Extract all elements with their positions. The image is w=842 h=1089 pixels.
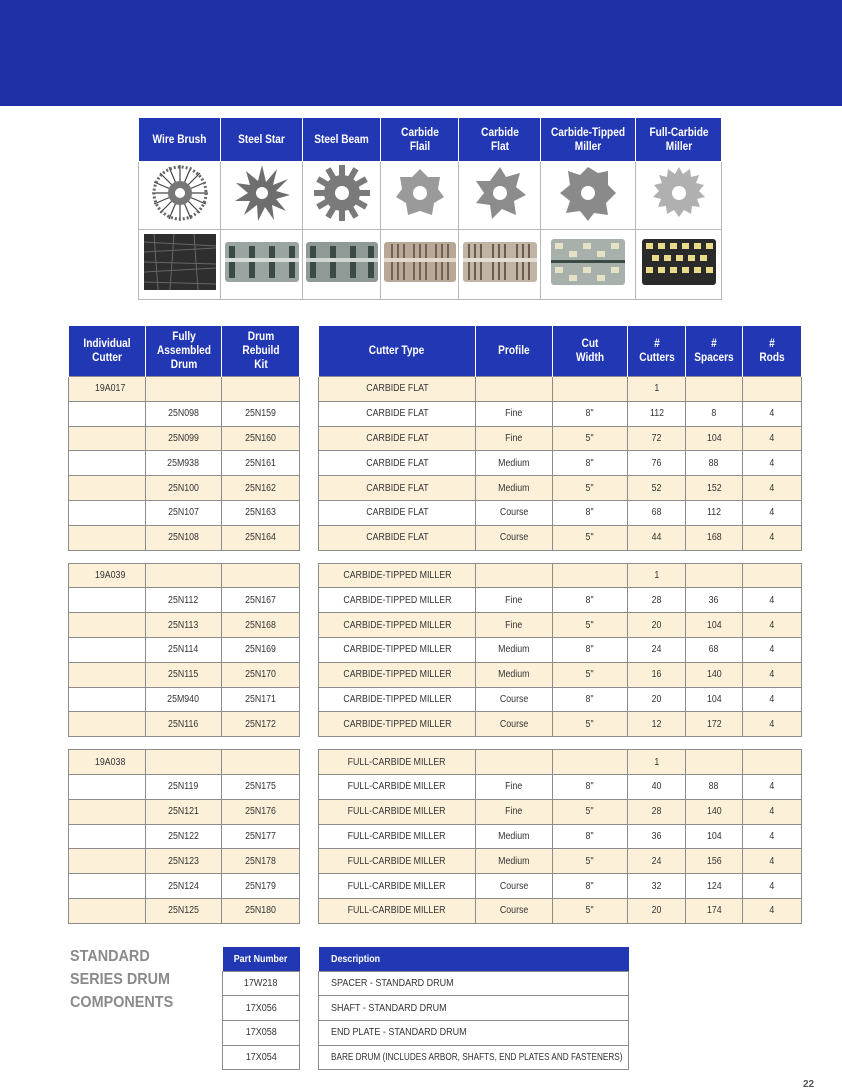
component-part-cell: 17X056 — [223, 996, 300, 1021]
cutter-type-cell: CARBIDE-TIPPED MILLER — [319, 613, 476, 638]
rods-count-cell: 4 — [743, 774, 802, 799]
rebuild-kit-cell: 25N170 — [222, 662, 300, 687]
cutters-count-cell: 20 — [628, 687, 686, 712]
cut-width-cell — [553, 750, 628, 775]
rebuild-kit-cell — [222, 377, 300, 402]
spacers-count-cell: 140 — [686, 799, 743, 824]
individual-cutter-cell — [69, 774, 146, 799]
rods-count-cell: 4 — [743, 500, 802, 525]
assembled-drum-cell: 25N112 — [146, 588, 222, 613]
rebuild-kit-cell: 25N177 — [222, 824, 300, 849]
assembled-drum-cell: 25N113 — [146, 613, 222, 638]
rebuild-kit-cell: 25N159 — [222, 401, 300, 426]
assembled-drum-cell: 25N121 — [146, 799, 222, 824]
component-description-cell: SPACER - STANDARD DRUM — [319, 971, 629, 996]
rods-count-cell: 4 — [743, 426, 802, 451]
cut-width-cell: 5" — [553, 613, 628, 638]
profile-cell: Medium — [476, 824, 553, 849]
cutter-type-cell: FULL-CARBIDE MILLER — [319, 774, 476, 799]
component-part-cell: 17W218 — [223, 971, 300, 996]
table-row — [319, 712, 802, 737]
cut-width-cell: 5" — [553, 662, 628, 687]
table-row — [319, 476, 802, 501]
rods-count-cell: 4 — [743, 476, 802, 501]
specification-table — [318, 325, 802, 924]
spacers-count-cell: 104 — [686, 426, 743, 451]
cutter-picture-table — [138, 117, 722, 300]
steel-beam-icon — [303, 162, 381, 230]
table-row — [319, 849, 802, 874]
rebuild-kit-cell: 25N179 — [222, 874, 300, 899]
rebuild-kit-cell: 25N180 — [222, 898, 300, 923]
rebuild-kit-cell: 25N176 — [222, 799, 300, 824]
cutter-type-cell: FULL-CARBIDE MILLER — [319, 750, 476, 775]
cutters-count-cell: 20 — [628, 613, 686, 638]
profile-cell: Fine — [476, 799, 553, 824]
spacers-count-cell — [686, 377, 743, 402]
cut-width-cell: 5" — [553, 712, 628, 737]
profile-cell: Medium — [476, 637, 553, 662]
rebuild-kit-cell: 25N163 — [222, 500, 300, 525]
component-description-table — [318, 947, 629, 1070]
assembled-drum-cell: 25M940 — [146, 687, 222, 712]
cutters-count-cell: 68 — [628, 500, 686, 525]
rods-count-cell: 4 — [743, 451, 802, 476]
component-description-cell: SHAFT - STANDARD DRUM — [319, 996, 629, 1021]
assembled-drum-cell — [146, 750, 222, 775]
cutter-type-cell: CARBIDE-TIPPED MILLER — [319, 563, 476, 588]
table-row — [69, 824, 300, 849]
cutter-type-cell: CARBIDE FLAT — [319, 525, 476, 550]
rebuild-kit-cell: 25N172 — [222, 712, 300, 737]
profile-cell: Fine — [476, 588, 553, 613]
rebuild-kit-cell: 25N168 — [222, 613, 300, 638]
rebuild-kit-cell: 25N164 — [222, 525, 300, 550]
spacers-count-cell: 124 — [686, 874, 743, 899]
table-row — [319, 588, 802, 613]
rebuild-kit-cell: 25N178 — [222, 849, 300, 874]
group-spacer — [69, 737, 300, 750]
cutters-count-cell: 16 — [628, 662, 686, 687]
table-row — [319, 613, 802, 638]
table-row — [69, 662, 300, 687]
table-row — [319, 750, 802, 775]
profile-cell: Course — [476, 712, 553, 737]
table-row — [319, 898, 802, 923]
assembled-drum-cell: 25N099 — [146, 426, 222, 451]
profile-cell: Course — [476, 898, 553, 923]
table-row — [319, 401, 802, 426]
individual-cutter-cell — [69, 500, 146, 525]
carbide-flat-icon — [459, 162, 541, 230]
component-part-table — [222, 947, 300, 1070]
component-description-cell: BARE DRUM (INCLUDES ARBOR, SHAFTS, END PLATES AND FASTENERS) — [319, 1045, 629, 1070]
spacers-count-cell: 104 — [686, 613, 743, 638]
table-row — [69, 563, 300, 588]
individual-cutter-cell — [69, 824, 146, 849]
cutters-count-cell: 72 — [628, 426, 686, 451]
cut-width-col-header: Cut Width — [553, 326, 628, 377]
rods-count-cell: 4 — [743, 712, 802, 737]
cut-width-cell: 8" — [553, 451, 628, 476]
cut-width-cell: 8" — [553, 401, 628, 426]
wire-brush-drum-image — [139, 230, 221, 300]
description-header: Description — [319, 947, 629, 971]
spacers-count-cell: 104 — [686, 687, 743, 712]
group-spacer — [319, 550, 802, 563]
rods-count-cell: 4 — [743, 687, 802, 712]
steel-star-drum-image — [221, 230, 303, 300]
table-row — [69, 849, 300, 874]
individual-cutter-cell — [69, 426, 146, 451]
cutter-type-cell: CARBIDE-TIPPED MILLER — [319, 712, 476, 737]
table-row — [319, 774, 802, 799]
spacers-count-cell: 168 — [686, 525, 743, 550]
assembled-drum-cell: 25N100 — [146, 476, 222, 501]
rebuild-kit-cell: 25N167 — [222, 588, 300, 613]
spacers-count-cell: 140 — [686, 662, 743, 687]
steel-star-icon — [221, 162, 303, 230]
cut-width-cell: 5" — [553, 476, 628, 501]
table-row — [69, 401, 300, 426]
table-row — [319, 824, 802, 849]
spacers-count-cell: 152 — [686, 476, 743, 501]
cutters-count-cell: 28 — [628, 588, 686, 613]
individual-cutter-cell — [69, 613, 146, 638]
individual-cutter-cell — [69, 637, 146, 662]
table-row — [319, 426, 802, 451]
part-number-table — [68, 325, 300, 924]
assembled-drum-cell: 25M938 — [146, 451, 222, 476]
cutter-type-cell: FULL-CARBIDE MILLER — [319, 799, 476, 824]
spacers-count-cell — [686, 563, 743, 588]
profile-cell: Fine — [476, 774, 553, 799]
assembled-drum-cell — [146, 563, 222, 588]
component-description-cell: END PLATE - STANDARD DRUM — [319, 1020, 629, 1045]
spacers-count-cell — [686, 750, 743, 775]
group-spacer — [69, 550, 300, 563]
table-row — [69, 637, 300, 662]
wire-brush-icon — [139, 162, 221, 230]
cutter-type-header: Steel Beam — [303, 118, 381, 162]
rods-count-cell: 4 — [743, 799, 802, 824]
spacers-count-cell: 112 — [686, 500, 743, 525]
cut-width-cell: 8" — [553, 637, 628, 662]
cut-width-cell: 8" — [553, 824, 628, 849]
individual-cutter-cell — [69, 898, 146, 923]
cutter-type-header: Steel Star — [221, 118, 303, 162]
cutter-type-cell: CARBIDE FLAT — [319, 377, 476, 402]
assembled-drum-cell: 25N098 — [146, 401, 222, 426]
spacers-count-cell: 8 — [686, 401, 743, 426]
individual-cutter-cell — [69, 525, 146, 550]
cut-width-cell: 5" — [553, 426, 628, 451]
cutters-count-cell: 1 — [628, 750, 686, 775]
drum-rebuild-kit-header: Drum Rebuild Kit — [222, 326, 300, 377]
individual-cutter-cell — [69, 662, 146, 687]
full-carbide-miller-icon — [636, 162, 722, 230]
cutter-type-cell: CARBIDE-TIPPED MILLER — [319, 588, 476, 613]
cutter-type-cell: CARBIDE FLAT — [319, 426, 476, 451]
profile-cell: Fine — [476, 401, 553, 426]
rods-count-cell — [743, 563, 802, 588]
cutter-type-cell: FULL-CARBIDE MILLER — [319, 874, 476, 899]
table-row — [319, 874, 802, 899]
rods-count-cell: 4 — [743, 824, 802, 849]
header-band — [0, 0, 842, 106]
spacers-count-cell: 36 — [686, 588, 743, 613]
cut-width-cell: 8" — [553, 774, 628, 799]
cutter-type-header: Full-Carbide Miller — [636, 118, 722, 162]
rods-count-cell: 4 — [743, 613, 802, 638]
cut-width-cell — [553, 377, 628, 402]
profile-cell: Medium — [476, 476, 553, 501]
individual-cutter-cell: 19A017 — [69, 377, 146, 402]
rods-count-cell — [743, 377, 802, 402]
rods-count-cell: 4 — [743, 898, 802, 923]
rods-count-cell: 4 — [743, 637, 802, 662]
cutters-count-cell: 1 — [628, 563, 686, 588]
table-row — [319, 525, 802, 550]
spacers-count-cell: 156 — [686, 849, 743, 874]
cutters-count-cell: 32 — [628, 874, 686, 899]
assembled-drum-cell: 25N119 — [146, 774, 222, 799]
cutters-count-cell: 76 — [628, 451, 686, 476]
cutter-type-cell: FULL-CARBIDE MILLER — [319, 849, 476, 874]
cutter-type-cell: CARBIDE FLAT — [319, 401, 476, 426]
table-row — [319, 687, 802, 712]
spacers-count-cell: 104 — [686, 824, 743, 849]
cut-width-cell: 8" — [553, 687, 628, 712]
assembled-drum-cell: 25N115 — [146, 662, 222, 687]
cut-width-cell: 5" — [553, 898, 628, 923]
table-row — [319, 799, 802, 824]
carbide-flail-icon — [381, 162, 459, 230]
carbide-flail-drum-image — [381, 230, 459, 300]
rods-count-cell: 4 — [743, 662, 802, 687]
profile-cell — [476, 377, 553, 402]
assembled-drum-cell: 25N107 — [146, 500, 222, 525]
spacers-count-cell: 172 — [686, 712, 743, 737]
profile-cell: Medium — [476, 662, 553, 687]
table-row — [69, 712, 300, 737]
rebuild-kit-cell: 25N171 — [222, 687, 300, 712]
profile-col-header: Profile — [476, 326, 553, 377]
profile-cell: Course — [476, 500, 553, 525]
rods-count-cell — [743, 750, 802, 775]
assembled-drum-cell: 25N116 — [146, 712, 222, 737]
individual-cutter-cell — [69, 451, 146, 476]
carbide-flat-drum-image — [459, 230, 541, 300]
cutters-col-header: # Cutters — [628, 326, 686, 377]
profile-cell: Course — [476, 687, 553, 712]
rods-count-cell: 4 — [743, 525, 802, 550]
table-row — [69, 451, 300, 476]
rebuild-kit-cell — [222, 563, 300, 588]
cutter-type-cell: CARBIDE-TIPPED MILLER — [319, 637, 476, 662]
carbide-tipped-miller-drum-image — [541, 230, 636, 300]
rebuild-kit-cell: 25N162 — [222, 476, 300, 501]
rebuild-kit-cell: 25N175 — [222, 774, 300, 799]
group-spacer — [319, 737, 802, 750]
profile-cell — [476, 563, 553, 588]
assembled-drum-cell: 25N123 — [146, 849, 222, 874]
cutters-count-cell: 24 — [628, 637, 686, 662]
rods-col-header: # Rods — [743, 326, 802, 377]
cutters-count-cell: 112 — [628, 401, 686, 426]
cutter-type-cell: CARBIDE FLAT — [319, 476, 476, 501]
cutter-type-header: Wire Brush — [139, 118, 221, 162]
cutter-type-header: Carbide Flail — [381, 118, 459, 162]
table-row — [319, 451, 802, 476]
table-row — [69, 588, 300, 613]
cutter-type-header: Carbide-Tipped Miller — [541, 118, 636, 162]
cutter-type-col-header: Cutter Type — [319, 326, 476, 377]
rods-count-cell: 4 — [743, 849, 802, 874]
spacers-count-cell: 68 — [686, 637, 743, 662]
table-row — [69, 525, 300, 550]
component-part-cell: 17X054 — [223, 1045, 300, 1070]
assembled-drum-cell: 25N124 — [146, 874, 222, 899]
cut-width-cell: 8" — [553, 874, 628, 899]
assembled-drum-cell: 25N108 — [146, 525, 222, 550]
assembled-drum-cell — [146, 377, 222, 402]
cutter-type-cell: FULL-CARBIDE MILLER — [319, 898, 476, 923]
individual-cutter-cell: 19A039 — [69, 563, 146, 588]
individual-cutter-cell — [69, 799, 146, 824]
cutter-type-header: Carbide Flat — [459, 118, 541, 162]
individual-cutter-cell — [69, 401, 146, 426]
assembled-drum-cell: 25N122 — [146, 824, 222, 849]
individual-cutter-cell — [69, 687, 146, 712]
profile-cell: Fine — [476, 426, 553, 451]
profile-cell: Medium — [476, 451, 553, 476]
cutters-count-cell: 1 — [628, 377, 686, 402]
rebuild-kit-cell: 25N169 — [222, 637, 300, 662]
table-row — [69, 613, 300, 638]
cutters-count-cell: 36 — [628, 824, 686, 849]
cut-width-cell: 5" — [553, 849, 628, 874]
table-row — [69, 687, 300, 712]
individual-cutter-cell — [69, 874, 146, 899]
cutters-count-cell: 12 — [628, 712, 686, 737]
individual-cutter-cell — [69, 588, 146, 613]
cut-width-cell: 5" — [553, 525, 628, 550]
assembled-drum-cell: 25N125 — [146, 898, 222, 923]
profile-cell: Course — [476, 874, 553, 899]
rebuild-kit-cell: 25N161 — [222, 451, 300, 476]
spacers-count-cell: 174 — [686, 898, 743, 923]
cutters-count-cell: 24 — [628, 849, 686, 874]
table-row — [69, 500, 300, 525]
rebuild-kit-cell — [222, 750, 300, 775]
cut-width-cell: 5" — [553, 799, 628, 824]
individual-cutter-cell — [69, 712, 146, 737]
cut-width-cell: 8" — [553, 500, 628, 525]
table-row — [319, 500, 802, 525]
carbide-tipped-miller-icon — [541, 162, 636, 230]
table-row — [69, 799, 300, 824]
table-row — [319, 563, 802, 588]
cutter-type-cell: CARBIDE FLAT — [319, 451, 476, 476]
rods-count-cell: 4 — [743, 588, 802, 613]
component-part-cell: 17X058 — [223, 1020, 300, 1045]
table-row — [319, 662, 802, 687]
table-row — [69, 898, 300, 923]
rods-count-cell: 4 — [743, 874, 802, 899]
profile-cell: Medium — [476, 849, 553, 874]
table-row — [69, 874, 300, 899]
table-row — [69, 774, 300, 799]
profile-cell — [476, 750, 553, 775]
profile-cell: Fine — [476, 613, 553, 638]
cutters-count-cell: 52 — [628, 476, 686, 501]
individual-cutter-header: Individual Cutter — [69, 326, 146, 377]
table-row — [69, 426, 300, 451]
cutters-count-cell: 20 — [628, 898, 686, 923]
assembled-drum-cell: 25N114 — [146, 637, 222, 662]
cutters-count-cell: 44 — [628, 525, 686, 550]
rebuild-kit-cell: 25N160 — [222, 426, 300, 451]
fully-assembled-drum-header: Fully Assembled Drum — [146, 326, 222, 377]
full-carbide-miller-drum-image — [636, 230, 722, 300]
table-row — [319, 637, 802, 662]
cutter-type-cell: FULL-CARBIDE MILLER — [319, 824, 476, 849]
individual-cutter-cell — [69, 476, 146, 501]
spacers-count-cell: 88 — [686, 774, 743, 799]
profile-cell: Course — [476, 525, 553, 550]
page-number: 22 — [803, 1079, 815, 1089]
cutters-count-cell: 28 — [628, 799, 686, 824]
table-row — [69, 377, 300, 402]
spacers-col-header: # Spacers — [686, 326, 743, 377]
cut-width-cell — [553, 563, 628, 588]
rods-count-cell: 4 — [743, 401, 802, 426]
cutter-type-cell: CARBIDE FLAT — [319, 500, 476, 525]
table-row — [319, 377, 802, 402]
individual-cutter-cell: 19A038 — [69, 750, 146, 775]
part-number-header: Part Number — [223, 947, 300, 971]
cutter-type-cell: CARBIDE-TIPPED MILLER — [319, 662, 476, 687]
spacers-count-cell: 88 — [686, 451, 743, 476]
components-section-title: STANDARD SERIES DRUM COMPONENTS — [70, 948, 174, 1011]
individual-cutter-cell — [69, 849, 146, 874]
table-row — [69, 750, 300, 775]
table-row — [69, 476, 300, 501]
steel-beam-drum-image — [303, 230, 381, 300]
cut-width-cell: 8" — [553, 588, 628, 613]
cutter-type-cell: CARBIDE-TIPPED MILLER — [319, 687, 476, 712]
cutters-count-cell: 40 — [628, 774, 686, 799]
